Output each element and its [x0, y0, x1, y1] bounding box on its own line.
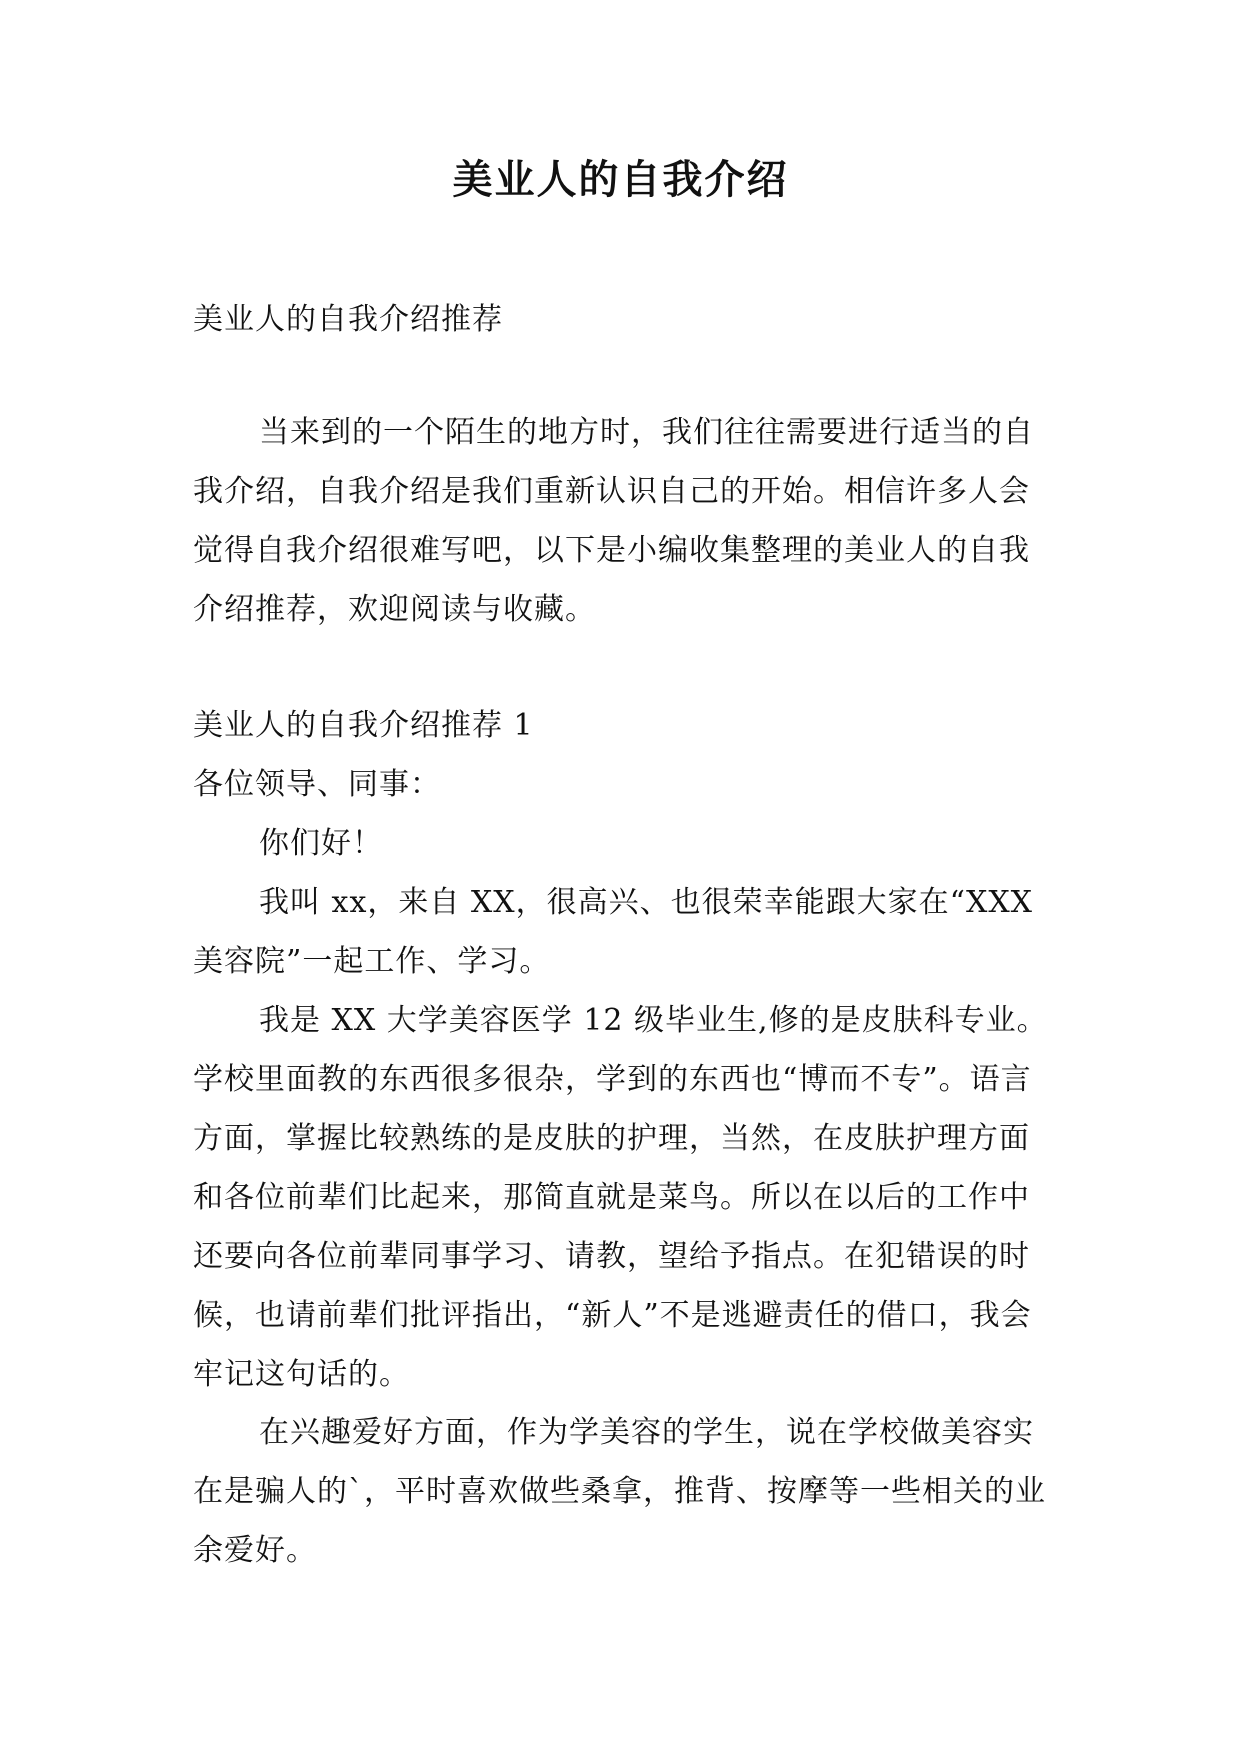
document-title: 美业人的自我介绍: [452, 157, 789, 203]
name-paragraph: 我叫 xx，来自 XX，很高兴、也很荣幸能跟大家在“XXX 美容院”一起工作、学习。: [193, 885, 1034, 979]
greeting-hello: 你们好！: [259, 826, 383, 861]
greeting-recipients: 各位领导、同事：: [193, 767, 441, 802]
intro-paragraph: 当来到的一个陌生的地方时，我们往往需要进行适当的自我介绍，自我介绍是我们重新认识自己的开始。相信许多人会觉得自我介绍很难写吧，以下是小编收集整理的美业人的自我介绍推荐，欢迎阅读与收藏。: [193, 415, 1034, 627]
document-subtitle: 美业人的自我介绍推荐: [193, 302, 503, 337]
education-paragraph: 我是 XX 大学美容医学 12 级毕业生,修的是皮肤科专业。学校里面教的东西很多很杂，学到的东西也“博而不专”。语言方面，掌握比较熟练的是皮肤的护理，当然，在皮肤护理方面和各位前辈们比起来，那简直就是菜鸟。所以在以后的工作中还要向各位前辈同事学习、请教，望给予指点。在犯错误的时候，也请前辈们批评指出，“新人”不是逃避责任的借口，我会牢记这句话的。: [193, 1003, 1048, 1392]
hobby-paragraph: 在兴趣爱好方面，作为学美容的学生，说在学校做美容实在是骗人的`，平时喜欢做些桑拿，推背、按摩等一些相关的业余爱好。: [193, 1415, 1046, 1568]
section-heading: 美业人的自我介绍推荐 1: [193, 708, 534, 743]
